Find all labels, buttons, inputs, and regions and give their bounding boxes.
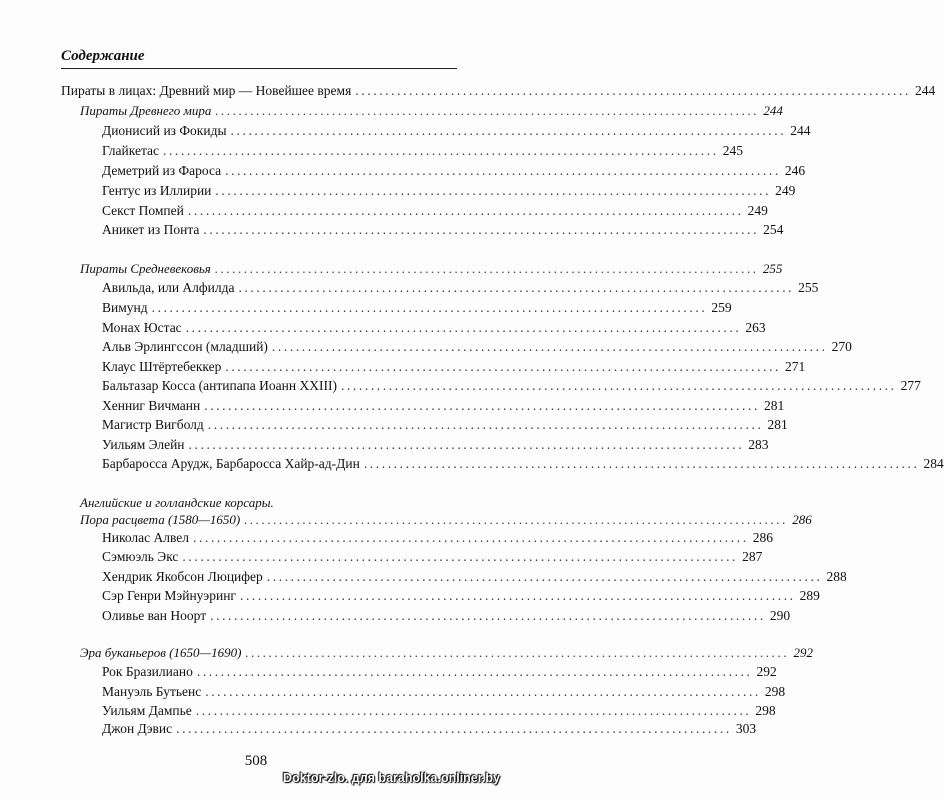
toc-entry bbox=[102, 684, 786, 700]
entry-title: Барбаросса Арудж, Барбаросса Хайр-ад-Дин bbox=[102, 456, 360, 471]
dot-leader: ............................................................................................. bbox=[187, 203, 744, 218]
dot-leader: ............................................................................................. bbox=[185, 320, 742, 335]
section-title: Пора расцвета (1580—1650) bbox=[80, 512, 241, 527]
dot-leader: ............................................................................................. bbox=[215, 183, 772, 198]
entry-title: Николас Алвел bbox=[102, 530, 190, 545]
header-rule bbox=[61, 68, 457, 69]
entry-title: Пираты в лицах: Древний мир — Новейшее время bbox=[61, 83, 352, 98]
dot-leader: ............................................................................................. bbox=[163, 143, 719, 158]
entry-title: Хендрик Якобсон Люцифер bbox=[102, 569, 263, 584]
toc-entry bbox=[102, 222, 784, 238]
toc-entry bbox=[102, 183, 796, 199]
entry-title: Мануэль Бутьенс bbox=[102, 684, 202, 699]
entry-page: 271 bbox=[785, 359, 806, 374]
toc-entry bbox=[102, 339, 852, 355]
entry-page: 298 bbox=[755, 703, 776, 718]
entry-title: Рок Бразилиано bbox=[102, 664, 193, 679]
entry-page: 281 bbox=[767, 417, 788, 432]
dot-leader: ............................................................................................. bbox=[340, 378, 897, 393]
dot-leader: ............................................................................................. bbox=[245, 645, 790, 660]
entry-page: 277 bbox=[900, 378, 921, 393]
toc-entry bbox=[102, 163, 806, 179]
section-heading-medieval bbox=[80, 261, 783, 277]
toc-entry-main bbox=[61, 83, 936, 99]
entry-page: 249 bbox=[775, 183, 796, 198]
dot-leader: ............................................................................................. bbox=[363, 456, 920, 471]
toc-entry bbox=[102, 123, 811, 139]
toc-entry bbox=[102, 280, 819, 296]
entry-title: Аникет из Понта bbox=[102, 222, 200, 237]
entry-page: 245 bbox=[722, 143, 743, 158]
entry-title: Авильда, или Алфилда bbox=[102, 280, 235, 295]
entry-title: Гентус из Иллирии bbox=[102, 183, 212, 198]
dot-leader: ............................................................................................. bbox=[214, 261, 759, 276]
dot-leader: ............................................................................................. bbox=[225, 163, 781, 178]
dot-leader: ............................................................................................. bbox=[176, 721, 732, 736]
entry-title: Сэр Генри Мэйнуэринг bbox=[102, 588, 236, 603]
entry-title: Уильям Дампье bbox=[102, 703, 192, 718]
entry-page: 246 bbox=[784, 163, 806, 178]
entry-page: 244 bbox=[914, 83, 936, 98]
entry-page: 254 bbox=[763, 222, 784, 237]
entry-page: 284 bbox=[923, 456, 944, 471]
dot-leader: ............................................................................................. bbox=[244, 512, 789, 527]
entry-page: 244 bbox=[790, 123, 811, 138]
section-page: 244 bbox=[763, 103, 783, 118]
entry-title: Деметрий из Фароса bbox=[102, 163, 222, 178]
dot-leader: ............................................................................................. bbox=[210, 608, 766, 623]
toc-entry bbox=[102, 300, 732, 316]
toc-entry bbox=[102, 569, 847, 585]
entry-page: 263 bbox=[745, 320, 766, 335]
dot-leader: ............................................................................................. bbox=[151, 300, 708, 315]
dot-leader: ............................................................................................. bbox=[271, 339, 828, 354]
toc-entry bbox=[102, 721, 757, 737]
entry-title: Оливье ван Ноорт bbox=[102, 608, 207, 623]
toc-entry bbox=[102, 437, 769, 453]
toc-entry bbox=[102, 359, 806, 375]
toc-header: Содержание bbox=[61, 48, 145, 64]
section-heading-corsairs-line1: Английские и голландские корсары. bbox=[80, 495, 274, 510]
entry-title: Альв Эрлингссон (младший) bbox=[102, 339, 268, 354]
toc-entry bbox=[102, 530, 773, 546]
dot-leader: ............................................................................................. bbox=[238, 280, 795, 295]
entry-title: Бальтазар Косса (антипапа Иоанн XXIII) bbox=[102, 378, 337, 393]
dot-leader: ............................................................................................. bbox=[355, 83, 911, 98]
section-title: Эра буканьеров (1650—1690) bbox=[80, 645, 242, 660]
dot-leader: ............................................................................................. bbox=[230, 123, 787, 138]
entry-page: 290 bbox=[769, 608, 791, 623]
dot-leader: ............................................................................................. bbox=[215, 103, 760, 118]
section-page: 286 bbox=[792, 512, 812, 527]
dot-leader: ............................................................................................. bbox=[182, 549, 739, 564]
entry-page: 283 bbox=[748, 437, 769, 452]
entry-page: 288 bbox=[826, 569, 847, 584]
section-heading-ancient bbox=[80, 103, 783, 119]
toc-entry bbox=[102, 378, 921, 394]
watermark: Doktor-zlo. для baraholka.onliner.by bbox=[283, 771, 500, 785]
dot-leader: ............................................................................................. bbox=[195, 703, 752, 718]
toc-entry bbox=[102, 588, 820, 604]
section-heading-corsairs bbox=[80, 512, 812, 528]
entry-title: Джон Дэвис bbox=[102, 721, 173, 736]
entry-title: Вимунд bbox=[102, 300, 148, 315]
section-page: 292 bbox=[793, 645, 813, 660]
dot-leader: ............................................................................................. bbox=[188, 437, 745, 452]
toc-entry bbox=[102, 703, 776, 719]
entry-page: 249 bbox=[747, 203, 768, 218]
entry-title: Глайкетас bbox=[102, 143, 160, 158]
entry-page: 292 bbox=[756, 664, 777, 679]
section-title: Пираты Средневековья bbox=[80, 261, 211, 276]
dot-leader: ............................................................................................. bbox=[193, 530, 749, 545]
toc-entry bbox=[102, 456, 944, 472]
entry-page: 281 bbox=[763, 398, 785, 413]
entry-title: Монах Юстас bbox=[102, 320, 182, 335]
entry-page: 270 bbox=[831, 339, 852, 354]
entry-title: Сэмюэль Экс bbox=[102, 549, 179, 564]
entry-title: Магистр Вигболд bbox=[102, 417, 204, 432]
page-number: 508 bbox=[244, 753, 268, 769]
toc-entry bbox=[102, 320, 766, 336]
toc-entry bbox=[102, 549, 763, 565]
entry-title: Дионисий из Фокиды bbox=[102, 123, 227, 138]
dot-leader: ............................................................................................. bbox=[204, 398, 760, 413]
toc-entry bbox=[102, 398, 785, 414]
toc-entry bbox=[102, 203, 768, 219]
dot-leader: ............................................................................................. bbox=[203, 222, 760, 237]
entry-title: Хенниг Вичманн bbox=[102, 398, 201, 413]
toc-entry bbox=[102, 417, 788, 433]
entry-title: Секст Помпей bbox=[102, 203, 184, 218]
entry-title: Уильям Элейн bbox=[102, 437, 185, 452]
entry-page: 286 bbox=[752, 530, 773, 545]
toc-entry bbox=[102, 143, 743, 159]
section-title: Пираты Древнего мира bbox=[80, 103, 212, 118]
dot-leader: ............................................................................................. bbox=[205, 684, 761, 699]
dot-leader: ............................................................................................. bbox=[239, 588, 796, 603]
dot-leader: ............................................................................................. bbox=[207, 417, 764, 432]
dot-leader: ............................................................................................. bbox=[196, 664, 753, 679]
entry-page: 259 bbox=[711, 300, 732, 315]
dot-leader: ............................................................................................. bbox=[225, 359, 782, 374]
entry-page: 298 bbox=[764, 684, 786, 699]
entry-title: Клаус Штёртебеккер bbox=[102, 359, 222, 374]
toc-entry bbox=[102, 664, 777, 680]
section-heading-buccaneers bbox=[80, 645, 813, 661]
toc-entry bbox=[102, 608, 791, 624]
entry-page: 303 bbox=[735, 721, 757, 736]
section-page: 255 bbox=[762, 261, 783, 276]
entry-page: 289 bbox=[799, 588, 820, 603]
entry-page: 255 bbox=[798, 280, 819, 295]
dot-leader: ............................................................................................. bbox=[266, 569, 823, 584]
entry-page: 287 bbox=[742, 549, 763, 564]
